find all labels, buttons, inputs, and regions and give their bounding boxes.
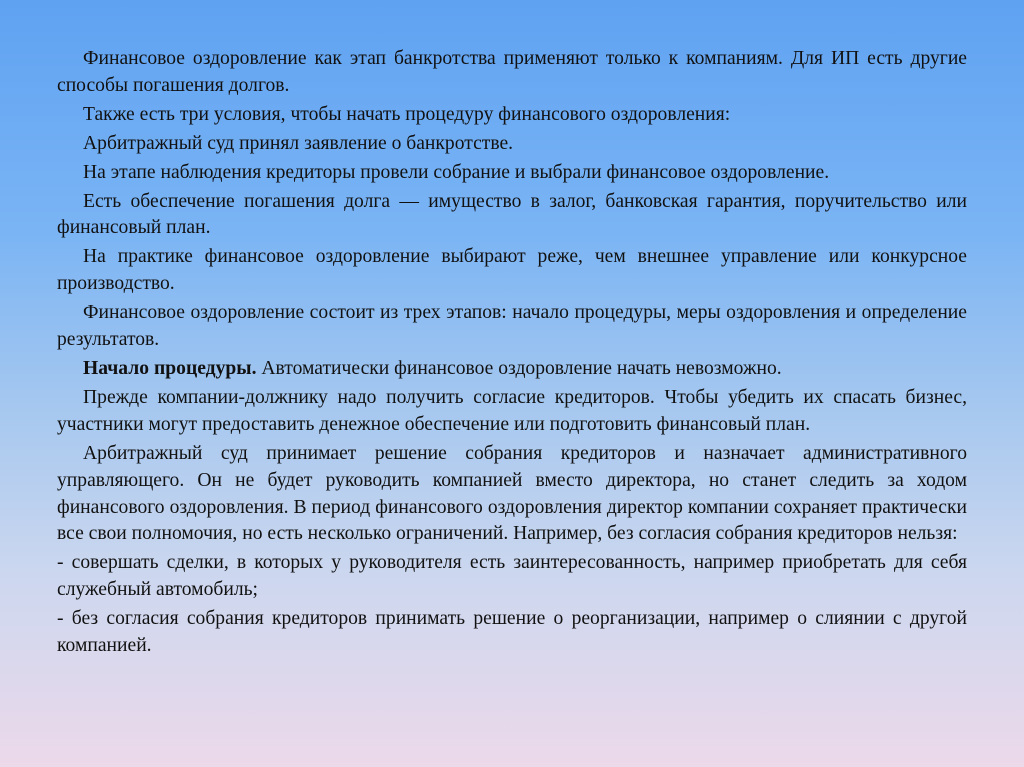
paragraph-intro: Финансовое оздоровление как этап банкротства применяют только к компаниям. Для ИП есть другие способы погашения долгов. <box>57 48 967 96</box>
paragraph-conditions-heading: Также есть три условия, чтобы начать процедуру финансового оздоровления: <box>83 103 731 125</box>
paragraph-procedure-start <box>57 356 967 383</box>
paragraph-condition-3: Есть обеспечение погашения долга — имущество в залог, банковская гарантия, поручительство или финансовый план. <box>57 190 967 239</box>
list-item-reorganization: - без согласия собрания кредиторов принимать решение о реорганизации, например о слиянии с другой компанией. <box>57 608 967 657</box>
paragraph-condition-2: На этапе наблюдения кредиторы провели собрание и выбрали финансовое оздоровление. <box>83 161 830 183</box>
paragraph-creditor-consent: Прежде компании-должнику надо получить согласие кредиторов. Чтобы убедить их спасать бизнес, участники могут предоставить денежное обеспечение или подготовить финансовый план. <box>57 386 967 435</box>
procedure-start-heading: Начало процедуры. <box>83 357 257 379</box>
paragraph-stages: Финансовое оздоровление состоит из трех этапов: начало процедуры, меры оздоровления и определение результатов. <box>57 302 967 351</box>
procedure-start-text: Автоматически финансовое оздоровление начать невозможно. <box>256 357 782 379</box>
paragraph-practice: На практике финансовое оздоровление выбирают реже, чем внешнее управление или конкурсное производство. <box>57 246 967 295</box>
paragraph-condition-1: Арбитражный суд принял заявление о банкротстве. <box>83 132 514 154</box>
paragraph-court-decision: Арбитражный суд принимает решение собрания кредиторов и назначает административного управляющего. Он не будет руководить компанией вместо директора, но станет следить за ходом финансового оздоровления. В период финансового оздоровления директор компании сохраняет практически все свои полномочия, но есть несколько ограничений. Например, без согласия собрания кредиторов нельзя: <box>57 442 967 545</box>
slide-text-body <box>57 46 967 662</box>
list-item-deals: - совершать сделки, в которых у руководителя есть заинтересованность, например приобретать для себя служебный автомобиль; <box>57 552 967 601</box>
